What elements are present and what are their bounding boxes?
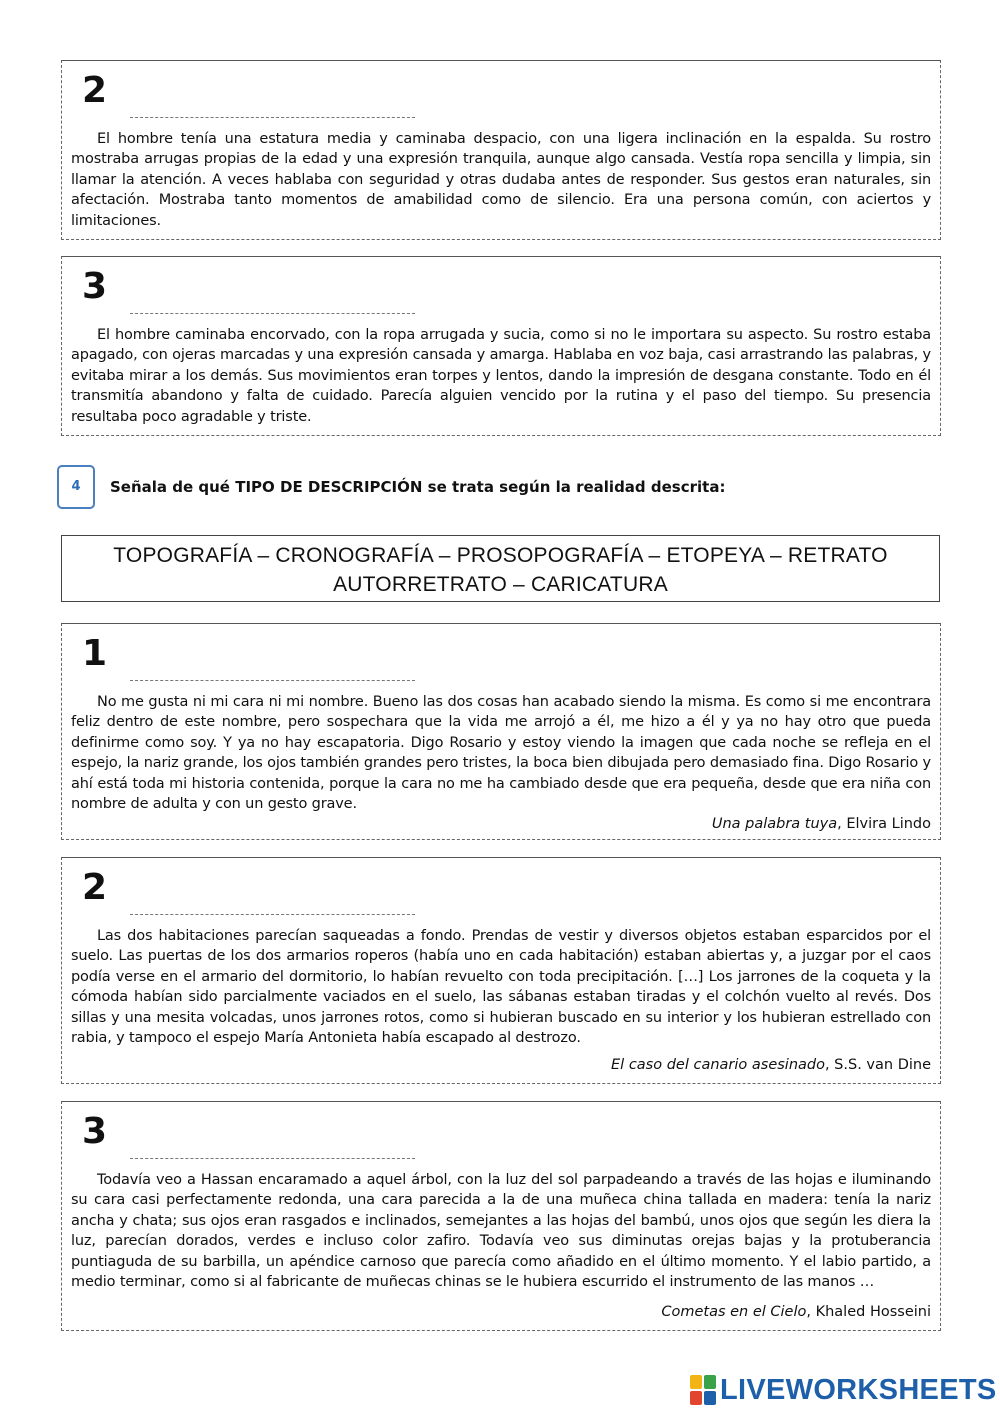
source-citation (611, 1055, 931, 1075)
answer-line[interactable] (130, 680, 415, 681)
types-line-2: AUTORRETRATO – CARICATURA (333, 573, 668, 596)
description-text: El hombre tenía una estatura media y caminaba despacio, con una ligera inclinación en la espalda. Su rostro mostraba arrugas propias de la edad y una expresión tranquila, aunque algo cansada. Vestía ropa sencilla y limpia, sin llamar la atención. A veces hablaba con seguridad y otras dudaba antes de responder. Sus gestos eran naturales, sin afectación. Mostraba tanto momentos de amabilidad como de silencio. Era una persona común, con aciertos y limitaciones. (71, 131, 931, 229)
answer-line[interactable] (130, 313, 415, 314)
source-author: , Elvira Lindo (837, 816, 931, 832)
logo-text: LIVEWORKSHEETS (720, 1373, 997, 1406)
description-text: No me gusta ni mi cara ni mi nombre. Bueno las dos cosas han acabado siendo la misma. Es como si me encontrara feliz dentro de este nombre, pero sospechara que la vida me arrojó a él, me hizo a él y ya no hay otro que pueda definirme como soy. Y ya no hay escapatoria. Digo Rosario y estoy viendo la imagen que cada noche se refleja en el espejo, la nariz grande, los ojos también grandes pero tristes, la boca bien dibujada pero demasiado fina. Digo Rosario y ahí está toda mi historia contenida, porque la cara no me ha cambiado desde que era pequeña, desde que era niña con nombre de adulta y con un gesto grave. (71, 694, 931, 813)
source-author: , Khaled Hosseini (806, 1304, 931, 1320)
description-box-1 (61, 623, 941, 840)
question-instruction: Señala de qué TIPO DE DESCRIPCIÓN se trata según la realidad descrita: (110, 478, 726, 496)
logo-mark-icon (690, 1375, 716, 1405)
description-types-box (61, 535, 940, 602)
answer-line[interactable] (130, 914, 415, 915)
question-number-badge: 4 (57, 465, 95, 509)
item-number: 1 (82, 633, 108, 674)
description-text: Todavía veo a Hassan encaramado a aquel árbol, con la luz del sol parpadeando a través de las hojas e iluminando su cara casi perfectamente redonda, una cara parecida a la de una muñeca china tallada en madera: tenía la nariz ancha y chata; sus ojos eran rasgados e inclinados, semejantes a las hojas del bambú, unos ojos que según les diera la luz, parecían dorados, verdes e incluso color zafiro. Todavía veo sus diminutas orejas bajas y la protuberancia puntiaguda de su barbilla, un apéndice carnoso que parecía como añadido en el último momento. Y el labio partido, a medio terminar, como si al fabricante de muñecas chinas se le hubiera escurrido el instrumento de las manos … (71, 1172, 931, 1291)
item-number: 2 (82, 70, 108, 111)
item-number: 3 (82, 1111, 108, 1152)
description-box-2 (61, 857, 941, 1084)
source-title: El caso del canario asesinado (611, 1057, 825, 1073)
source-title: Cometas en el Cielo (661, 1304, 807, 1320)
description-text: El hombre caminaba encorvado, con la ropa arrugada y sucia, como si no le importara su aspecto. Su rostro estaba apagado, con ojeras marcadas y una expresión cansada y amarga. Hablaba en voz baja, casi arrastrando las palabras, y evitaba mirar a los demás. Sus movimientos eran torpes y lentos, dando la impresión de desgana constante. Todo en él transmitía abandono y falta de cuidado. Parecía alguien vencido por la rutina y el paso del tiempo. Su presencia resultaba poco agradable y triste. (71, 327, 931, 425)
answer-line[interactable] (130, 117, 415, 118)
description-text: Las dos habitaciones parecían saqueadas a fondo. Prendas de vestir y diversos objetos estaban esparcidos por el suelo. Las puertas de los dos armarios roperos (había uno en cada habitación) estaban abiertas y, a juzgar por el caos podía verse en el armario del dormitorio, lo habían revuelto con toda precipitación. […] Los jarrones de la coqueta y la cómoda habían sido parcialmente vaciados en el suelo, las sábanas estaban tiradas y el colchón vuelto al revés. Dos sillas y una mesita volcadas, unos jarrones rotos, como si hubieran buscado en su interior y los hubieran estrellado con rabia, y tampoco el espejo María Antonieta había escapado al destrozo. (71, 928, 931, 1047)
source-title: Una palabra tuya (711, 816, 838, 832)
description-box-prev-3 (61, 256, 941, 436)
liveworksheets-logo (690, 1373, 997, 1407)
description-box-3 (61, 1101, 941, 1331)
source-author: , S.S. van Dine (824, 1057, 931, 1073)
item-number: 3 (82, 266, 108, 307)
source-citation (712, 814, 931, 834)
description-box-prev-2 (61, 60, 941, 240)
source-citation (661, 1302, 931, 1322)
item-number: 2 (82, 867, 108, 908)
answer-line[interactable] (130, 1158, 415, 1159)
types-line-1: TOPOGRAFÍA – CRONOGRAFÍA – PROSOPOGRAFÍA – ETOPEYA – RETRATO (113, 544, 888, 567)
